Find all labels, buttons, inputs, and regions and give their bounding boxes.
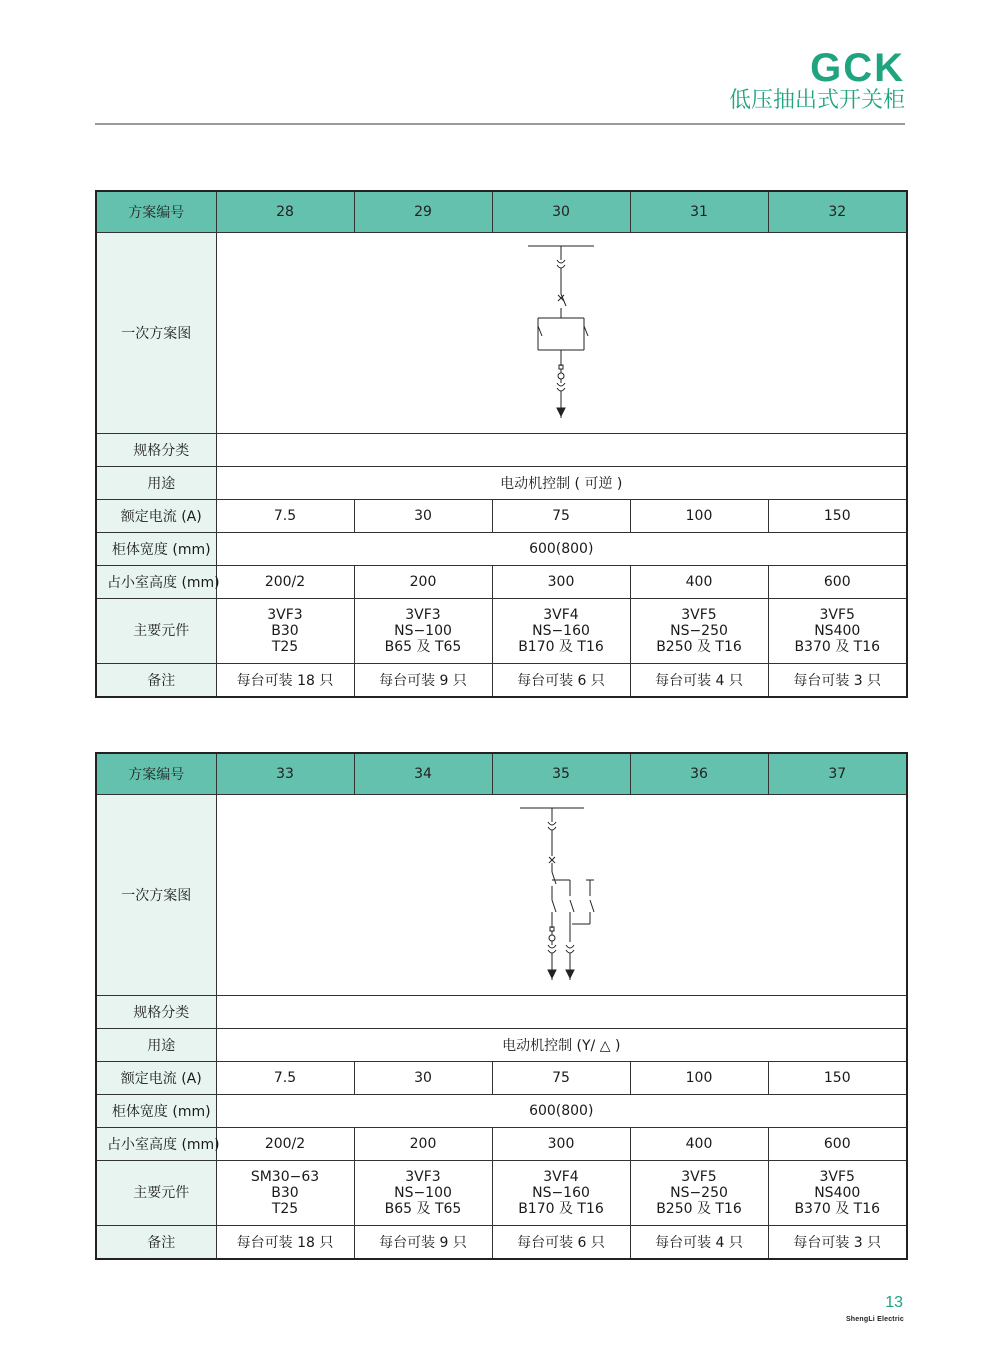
component-line: B30 — [271, 623, 299, 639]
component-line: 3VF3 — [405, 607, 441, 623]
reversing-motor-circuit-diagram — [516, 238, 606, 428]
diagram-label: 一次方案图 — [96, 795, 216, 996]
diagram-cell — [216, 233, 907, 434]
components-cell — [216, 599, 354, 664]
compartment-height-cell: 200 — [354, 566, 492, 599]
scheme-no-cell: 36 — [630, 753, 768, 795]
spec-class-value — [216, 434, 907, 467]
components-cell — [768, 1161, 907, 1226]
remarks-label: 备注 — [96, 664, 216, 698]
rated-current-label: 额定电流 (A) — [96, 500, 216, 533]
components-cell — [216, 1161, 354, 1226]
table-row — [96, 1095, 907, 1128]
scheme-no-cell: 34 — [354, 753, 492, 795]
component-line: NS−100 — [394, 1185, 452, 1201]
spec-class-label: 规格分类 — [96, 434, 216, 467]
usage-label: 用途 — [96, 1029, 216, 1062]
table-row — [96, 533, 907, 566]
scheme-no-cell: 31 — [630, 191, 768, 233]
cabinet-width-value: 600(800) — [216, 533, 907, 566]
components-cell — [630, 1161, 768, 1226]
component-line: 3VF5 — [681, 1169, 717, 1185]
usage-value: 电动机控制 (Y/ △ ) — [216, 1029, 907, 1062]
table-row — [96, 191, 907, 233]
compartment-height-cell: 400 — [630, 566, 768, 599]
scheme-no-cell: 33 — [216, 753, 354, 795]
compartment-height-cell: 200 — [354, 1128, 492, 1161]
rated-current-cell: 100 — [630, 500, 768, 533]
components-cell — [354, 1161, 492, 1226]
remarks-cell: 每台可装 3 只 — [768, 664, 907, 698]
component-line: NS−160 — [532, 1185, 590, 1201]
component-line: B170 及 T16 — [518, 639, 604, 655]
components-cell — [492, 1161, 630, 1226]
component-line: T25 — [271, 639, 299, 655]
scheme-no-cell: 29 — [354, 191, 492, 233]
cabinet-width-label: 柜体宽度 (mm) — [96, 1095, 216, 1128]
rated-current-cell: 7.5 — [216, 1062, 354, 1095]
remarks-cell: 每台可装 4 只 — [630, 664, 768, 698]
remarks-cell: 每台可装 18 只 — [216, 664, 354, 698]
component-line: 3VF4 — [543, 607, 579, 623]
component-line: NS400 — [814, 1185, 861, 1201]
rated-current-cell: 7.5 — [216, 500, 354, 533]
compartment-height-cell: 300 — [492, 566, 630, 599]
remarks-cell: 每台可装 9 只 — [354, 1226, 492, 1260]
compartment-height-cell: 600 — [768, 1128, 907, 1161]
component-line: 3VF3 — [267, 607, 303, 623]
scheme-no-cell: 35 — [492, 753, 630, 795]
components-cell — [492, 599, 630, 664]
component-line: 3VF5 — [819, 1169, 855, 1185]
component-line: B30 — [271, 1185, 299, 1201]
components-cell — [630, 599, 768, 664]
component-line: 3VF4 — [543, 1169, 579, 1185]
table-row — [96, 1029, 907, 1062]
usage-value: 电动机控制 ( 可逆 ) — [216, 467, 907, 500]
components-cell — [354, 599, 492, 664]
rated-current-cell: 100 — [630, 1062, 768, 1095]
component-line: B170 及 T16 — [518, 1201, 604, 1217]
remarks-cell: 每台可装 9 只 — [354, 664, 492, 698]
scheme-no-cell: 30 — [492, 191, 630, 233]
scheme-no-cell: 32 — [768, 191, 907, 233]
component-line: NS−250 — [670, 1185, 728, 1201]
star-delta-motor-circuit-diagram — [516, 800, 606, 990]
component-line: NS400 — [814, 623, 861, 639]
compartment-height-cell: 200/2 — [216, 1128, 354, 1161]
component-line: NS−160 — [532, 623, 590, 639]
scheme-no-cell: 37 — [768, 753, 907, 795]
table-row — [96, 434, 907, 467]
component-line: T25 — [271, 1201, 299, 1217]
component-line: 3VF5 — [819, 607, 855, 623]
remarks-cell: 每台可装 6 只 — [492, 664, 630, 698]
usage-label: 用途 — [96, 467, 216, 500]
compartment-height-cell: 400 — [630, 1128, 768, 1161]
scheme-no-label: 方案编号 — [96, 753, 216, 795]
brand-code: GCK — [810, 46, 905, 90]
rated-current-cell: 30 — [354, 1062, 492, 1095]
table-row — [96, 467, 907, 500]
compartment-height-cell: 200/2 — [216, 566, 354, 599]
rated-current-cell: 75 — [492, 1062, 630, 1095]
compartment-height-cell: 600 — [768, 566, 907, 599]
component-line: B65 及 T65 — [384, 1201, 462, 1217]
scheme-no-label: 方案编号 — [96, 191, 216, 233]
table-row — [96, 1128, 907, 1161]
table-row — [96, 1226, 907, 1260]
rated-current-label: 额定电流 (A) — [96, 1062, 216, 1095]
rated-current-cell: 150 — [768, 1062, 907, 1095]
remarks-label: 备注 — [96, 1226, 216, 1260]
main-components-label: 主要元件 — [96, 1161, 216, 1226]
brand-subtitle: 低压抽出式开关柜 — [728, 88, 905, 113]
table-row — [96, 795, 907, 996]
component-line: NS−250 — [670, 623, 728, 639]
company-name: ShengLi Electric — [845, 1316, 904, 1323]
cabinet-width-label: 柜体宽度 (mm) — [96, 533, 216, 566]
table-row — [96, 1062, 907, 1095]
table-row — [96, 1161, 907, 1226]
table-row — [96, 599, 907, 664]
table-row — [96, 500, 907, 533]
component-line: B370 及 T16 — [794, 639, 881, 655]
remarks-cell: 每台可装 6 只 — [492, 1226, 630, 1260]
component-line: B250 及 T16 — [656, 1201, 742, 1217]
remarks-cell: 每台可装 18 只 — [216, 1226, 354, 1260]
main-components-label: 主要元件 — [96, 599, 216, 664]
rated-current-cell: 75 — [492, 500, 630, 533]
table-row — [96, 996, 907, 1029]
compartment-height-cell: 300 — [492, 1128, 630, 1161]
cabinet-width-value: 600(800) — [216, 1095, 907, 1128]
component-line: 3VF5 — [681, 607, 717, 623]
table-row — [96, 753, 907, 795]
remarks-cell: 每台可装 4 只 — [630, 1226, 768, 1260]
component-line: B65 及 T65 — [384, 639, 462, 655]
compartment-height-label: 占小室高度 (mm) — [96, 566, 216, 599]
components-cell — [768, 599, 907, 664]
table-row — [96, 664, 907, 698]
component-line: 3VF3 — [405, 1169, 441, 1185]
header-divider — [95, 123, 905, 125]
remarks-cell: 每台可装 3 只 — [768, 1226, 907, 1260]
spec-class-label: 规格分类 — [96, 996, 216, 1029]
component-line: B370 及 T16 — [794, 1201, 881, 1217]
table-row — [96, 566, 907, 599]
rated-current-cell: 30 — [354, 500, 492, 533]
table-row — [96, 233, 907, 434]
component-line: NS−100 — [394, 623, 452, 639]
diagram-cell — [216, 795, 907, 996]
spec-class-value — [216, 996, 907, 1029]
scheme-table-2 — [95, 752, 908, 1260]
diagram-label: 一次方案图 — [96, 233, 216, 434]
component-line: B250 及 T16 — [656, 639, 742, 655]
brand-block — [729, 48, 905, 114]
component-line: SM30−63 — [250, 1169, 320, 1185]
compartment-height-label: 占小室高度 (mm) — [96, 1128, 216, 1161]
rated-current-cell: 150 — [768, 500, 907, 533]
scheme-table-1 — [95, 190, 908, 698]
scheme-no-cell: 28 — [216, 191, 354, 233]
page-number: 13 — [885, 1294, 903, 1311]
